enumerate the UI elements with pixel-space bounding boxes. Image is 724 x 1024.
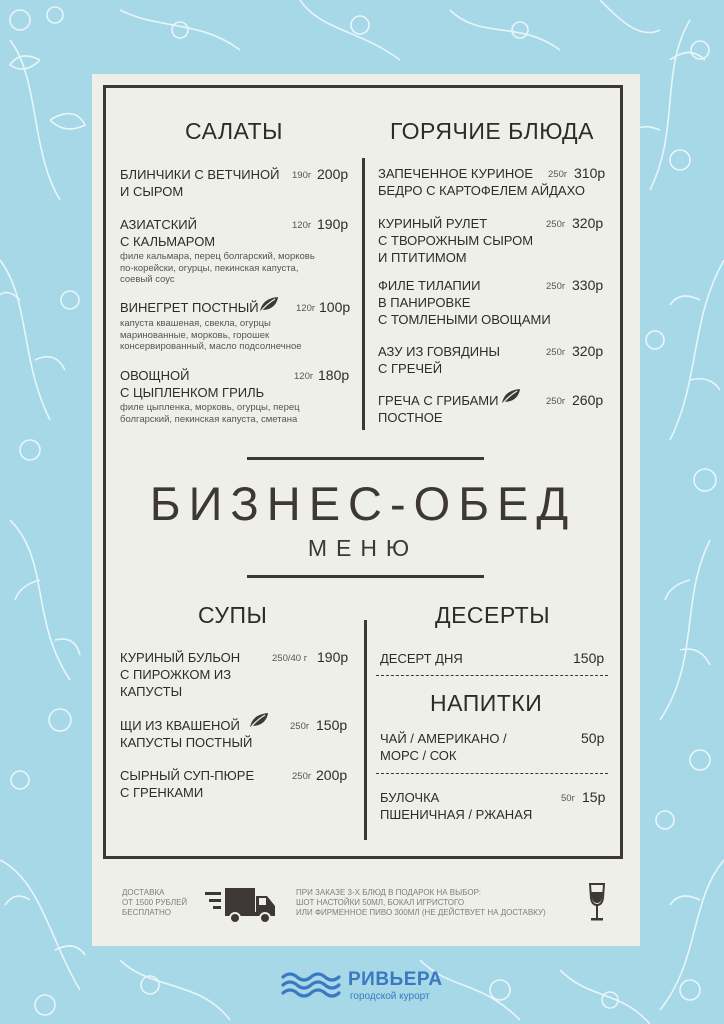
drinks-title: НАПИТКИ xyxy=(430,690,543,716)
logo-tagline: городской курорт xyxy=(350,991,430,1002)
salad-4-desc: филе цыпленка, морковь, огурцы, перец болгарский, пекинская капуста, сметана xyxy=(120,402,300,425)
banner-subtitle: МЕНЮ xyxy=(307,535,419,561)
leaf-icon xyxy=(248,712,270,728)
banner-title: БИЗНЕС-ОБЕД xyxy=(149,477,577,530)
salad-2-weight: 120г xyxy=(292,220,312,231)
truck-icon xyxy=(203,884,277,924)
soups-title: СУПЫ xyxy=(198,602,268,628)
drink-2-price: 15р xyxy=(582,789,606,805)
soup-2-price: 150р xyxy=(316,717,348,733)
desserts-title: ДЕСЕРТЫ xyxy=(435,602,551,628)
hot-1-weight: 250г xyxy=(548,169,568,180)
leaf-icon xyxy=(500,388,522,404)
drink-2-name: БУЛОЧКА ПШЕНИЧНАЯ / РЖАНАЯ xyxy=(380,790,533,822)
salad-4-weight: 120г xyxy=(294,371,314,382)
waves-icon xyxy=(281,970,345,1000)
soup-1-weight: 250/40 г xyxy=(272,653,308,664)
salads-title: САЛАТЫ xyxy=(185,118,283,144)
hot-2-name: КУРИНЫЙ РУЛЕТ С ТВОРОЖНЫМ СЫРОМ И ПТИТИМОМ xyxy=(378,216,534,265)
hot-1-name: ЗАПЕЧЕННОЕ КУРИНОЕ БЕДРО С КАРТОФЕЛЕМ АЙДАХО xyxy=(378,166,585,198)
salad-2-name: АЗИАТСКИЙ С КАЛЬМАРОМ xyxy=(120,217,216,249)
hot-1-price: 310р xyxy=(574,165,606,181)
drink-1-price: 50р xyxy=(581,730,605,746)
drink-1-name: ЧАЙ / АМЕРИКАНО / МОРС / СОК xyxy=(380,731,507,763)
drink-2-weight: 50г xyxy=(561,793,576,804)
hot-3-price: 330р xyxy=(572,277,604,293)
logo-name: РИВЬЕРА xyxy=(348,969,443,990)
soup-1-price: 190р xyxy=(317,649,349,665)
salad-2-desc: филе кальмара, перец болгарский, морковь по-корейски, огурцы, пекинская капуста, соевый соус xyxy=(120,251,315,285)
salad-2-price: 190р xyxy=(317,216,349,232)
hot-4-name: АЗУ ИЗ ГОВЯДИНЫ С ГРЕЧЕЙ xyxy=(378,344,501,376)
salad-3-desc: капуста квашеная, свекла, огурцы маринованные, морковь, горошек консервированный, масло подсолнечное xyxy=(120,318,302,352)
hot-2-price: 320р xyxy=(572,215,604,231)
dessert-divider xyxy=(376,675,608,676)
salad-1-name: БЛИНЧИКИ С ВЕТЧИНОЙ И СЫРОМ xyxy=(120,167,280,199)
soup-1-name: КУРИНЫЙ БУЛЬОН С ПИРОЖКОМ ИЗ КАПУСТЫ xyxy=(120,650,241,699)
dessert-1-price: 150р xyxy=(573,650,605,666)
hot-5-name: ГРЕЧА С ГРИБАМИ ПОСТНОЕ xyxy=(378,393,499,425)
hot-4-weight: 250г xyxy=(546,347,566,358)
hot-4-price: 320р xyxy=(572,343,604,359)
soup-3-name: СЫРНЫЙ СУП-ПЮРЕ С ГРЕНКАМИ xyxy=(120,768,255,800)
hot-5-weight: 250г xyxy=(546,396,566,407)
salad-1-price: 200р xyxy=(317,166,349,182)
drink-divider xyxy=(376,773,608,774)
leaf-icon xyxy=(258,296,280,312)
salad-4-name: ОВОЩНОЙ С ЦЫПЛЕНКОМ ГРИЛЬ xyxy=(120,368,265,400)
wine-glass-icon xyxy=(587,882,607,924)
soup-2-name: ЩИ ИЗ КВАШЕНОЙ КАПУСТЫ ПОСТНЫЙ xyxy=(120,718,253,750)
salad-1-weight: 190г xyxy=(292,170,312,181)
hot-3-weight: 250г xyxy=(546,281,566,292)
delivery-text: ДОСТАВКА ОТ 1500 РУБЛЕЙ БЕСПЛАТНО xyxy=(122,888,188,917)
column-divider-top xyxy=(362,158,365,430)
salad-4-price: 180р xyxy=(318,367,350,383)
soup-3-price: 200р xyxy=(316,767,348,783)
salad-3-weight: 120г xyxy=(296,303,316,314)
hot-3-name: ФИЛЕ ТИЛАПИИ В ПАНИРОВКЕ С ТОМЛЕНЫМИ ОВОЩАМИ xyxy=(378,278,551,327)
hot-5-price: 260р xyxy=(572,392,604,408)
banner-rule-top xyxy=(247,457,484,460)
hot-2-weight: 250г xyxy=(546,219,566,230)
dessert-1-name: ДЕСЕРТ ДНЯ xyxy=(380,651,463,666)
salad-3-name: ВИНЕГРЕТ ПОСТНЫЙ xyxy=(120,300,259,315)
soup-3-weight: 250г xyxy=(292,771,312,782)
gift-text: ПРИ ЗАКАЗЕ 3-Х БЛЮД В ПОДАРОК НА ВЫБОР: ШОТ НАСТОЙКИ 50МЛ, БОКАЛ ИГРИСТОГО ИЛИ ФИРМЕННОЕ ПИВО 300МЛ (НЕ ДЕЙСТВУЕТ НА ДОСТАВКУ) xyxy=(296,888,546,917)
hot-title: ГОРЯЧИЕ БЛЮДА xyxy=(390,118,594,144)
banner-rule-bottom xyxy=(247,575,484,578)
soup-2-weight: 250г xyxy=(290,721,310,732)
column-divider-bottom xyxy=(364,620,367,840)
salad-3-price: 100р xyxy=(319,299,351,315)
